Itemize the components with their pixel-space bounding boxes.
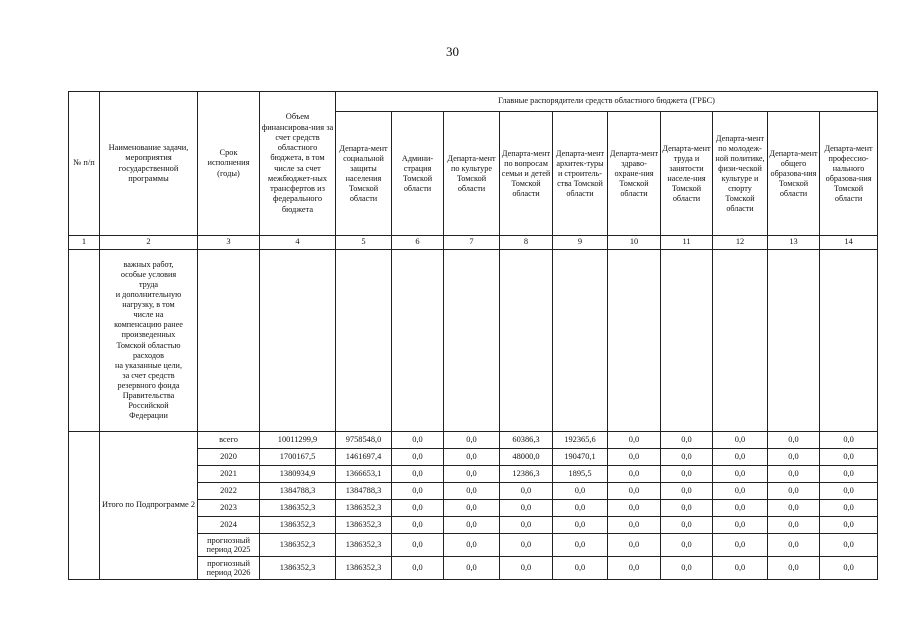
empty-cell	[444, 250, 500, 432]
column-number: 6	[392, 236, 444, 250]
period-cell: 2022	[198, 483, 260, 500]
value-cell: 0,0	[820, 500, 878, 517]
task-description	[100, 250, 198, 432]
header-dept: Департа-мент по вопросам семьи и детей Томской области	[500, 112, 553, 236]
value-cell: 0,0	[553, 517, 608, 534]
value-cell: 1386352,3	[260, 557, 336, 580]
value-cell: 0,0	[820, 557, 878, 580]
value-cell: 0,0	[713, 432, 768, 449]
period-cell: 2024	[198, 517, 260, 534]
value-cell: 0,0	[661, 483, 713, 500]
value-cell: 0,0	[768, 557, 820, 580]
value-cell: 1386352,3	[336, 557, 392, 580]
value-cell: 1366653,1	[336, 466, 392, 483]
empty-cell	[553, 250, 608, 432]
value-cell: 0,0	[553, 483, 608, 500]
value-cell: 0,0	[661, 517, 713, 534]
value-cell: 0,0	[661, 432, 713, 449]
value-cell: 0,0	[713, 534, 768, 557]
description-line: Федерации	[129, 411, 168, 421]
value-cell: 0,0	[553, 534, 608, 557]
empty-cell	[69, 250, 100, 432]
description-row	[69, 250, 878, 432]
column-number: 9	[553, 236, 608, 250]
value-cell: 1461697,4	[336, 449, 392, 466]
empty-cell	[661, 250, 713, 432]
value-cell: 0,0	[392, 534, 444, 557]
value-cell: 0,0	[820, 483, 878, 500]
description-line: нагрузку, в том	[122, 300, 175, 310]
empty-cell	[336, 250, 392, 432]
header-dept: Департа-мент здраво-охране-ния Томской области	[608, 112, 661, 236]
header-volume: Объем финансирова-ния за счет средств областного бюджета, в том числе за счет межбюджет-ных трансфертов из федерального бюджета	[260, 92, 336, 236]
description-line: числе на	[133, 310, 164, 320]
empty-cell	[260, 250, 336, 432]
value-cell: 190470,1	[553, 449, 608, 466]
description-line: и дополнительную	[115, 290, 182, 300]
empty-cell	[392, 250, 444, 432]
empty-cell	[608, 250, 661, 432]
column-number: 11	[661, 236, 713, 250]
value-cell: 1386352,3	[260, 534, 336, 557]
value-cell: 0,0	[500, 517, 553, 534]
value-cell: 0,0	[608, 449, 661, 466]
empty-cell	[198, 250, 260, 432]
empty-cell	[713, 250, 768, 432]
value-cell: 0,0	[392, 432, 444, 449]
value-cell: 1386352,3	[260, 500, 336, 517]
value-cell: 10011299,9	[260, 432, 336, 449]
description-line: за счет средств	[122, 370, 175, 380]
header-grbs: Главные распорядители средств областного бюджета (ГРБС)	[336, 92, 878, 112]
value-cell: 0,0	[444, 517, 500, 534]
empty-cell	[500, 250, 553, 432]
column-number: 5	[336, 236, 392, 250]
value-cell: 0,0	[444, 449, 500, 466]
page-number: 30	[446, 44, 459, 59]
value-cell: 0,0	[444, 557, 500, 580]
value-cell: 0,0	[608, 557, 661, 580]
header-period: Срок исполнения (годы)	[198, 92, 260, 236]
column-numbers-row	[69, 236, 878, 250]
value-cell: 1895,5	[553, 466, 608, 483]
description-line: Правительства	[122, 390, 175, 400]
value-cell: 1700167,5	[260, 449, 336, 466]
value-cell: 1384788,3	[336, 483, 392, 500]
column-number: 2	[100, 236, 198, 250]
value-cell: 0,0	[608, 432, 661, 449]
value-cell: 0,0	[553, 557, 608, 580]
description-line: особые условия	[120, 269, 177, 279]
description-line: Российской	[128, 400, 169, 410]
value-cell: 0,0	[768, 534, 820, 557]
value-cell: 0,0	[392, 500, 444, 517]
value-cell: 0,0	[768, 432, 820, 449]
empty-cell	[820, 250, 878, 432]
value-cell: 0,0	[608, 500, 661, 517]
value-cell: 0,0	[713, 449, 768, 466]
description-line: расходов	[132, 350, 165, 360]
period-cell: 2023	[198, 500, 260, 517]
value-cell: 0,0	[553, 500, 608, 517]
value-cell: 0,0	[713, 557, 768, 580]
value-cell: 0,0	[820, 517, 878, 534]
value-cell: 0,0	[768, 500, 820, 517]
budget-table	[68, 91, 878, 580]
header-num: № п/п	[69, 92, 100, 236]
value-cell: 0,0	[392, 466, 444, 483]
value-cell: 12386,3	[500, 466, 553, 483]
data-rows	[69, 432, 878, 580]
column-number: 3	[198, 236, 260, 250]
column-number: 1	[69, 236, 100, 250]
description-line: произведенных	[121, 330, 176, 340]
value-cell: 0,0	[392, 449, 444, 466]
description-line: компенсацию ранее	[114, 320, 183, 330]
period-cell: всего	[198, 432, 260, 449]
value-cell: 0,0	[820, 449, 878, 466]
value-cell: 1380934,9	[260, 466, 336, 483]
period-cell: прогнозный период 2026	[198, 557, 260, 580]
description-line: на указанные цели,	[115, 360, 182, 370]
column-number: 10	[608, 236, 661, 250]
value-cell: 1386352,3	[336, 534, 392, 557]
value-cell: 192365,6	[553, 432, 608, 449]
value-cell: 1386352,3	[336, 500, 392, 517]
value-cell: 1384788,3	[260, 483, 336, 500]
value-cell: 0,0	[661, 466, 713, 483]
value-cell: 0,0	[392, 557, 444, 580]
value-cell: 0,0	[500, 557, 553, 580]
value-cell: 0,0	[444, 483, 500, 500]
value-cell: 0,0	[661, 449, 713, 466]
header-dept: Админи-страция Томской области	[392, 112, 444, 236]
header-row-top	[69, 92, 878, 112]
value-cell: 0,0	[500, 534, 553, 557]
value-cell: 0,0	[444, 466, 500, 483]
column-number: 12	[713, 236, 768, 250]
description-line: резервного фонда	[117, 380, 180, 390]
value-cell: 0,0	[661, 500, 713, 517]
value-cell: 0,0	[768, 483, 820, 500]
value-cell: 0,0	[500, 483, 553, 500]
description-line: Томской областью	[116, 340, 181, 350]
value-cell: 0,0	[768, 517, 820, 534]
header-dept: Департа-мент социальной защиты населения Томской области	[336, 112, 392, 236]
header-dept: Департа-мент по культуре Томской области	[444, 112, 500, 236]
value-cell: 0,0	[392, 517, 444, 534]
value-cell: 0,0	[661, 557, 713, 580]
header-dept: Департа-мент по молодеж-ной политике, физи-ческой культуре и спорту Томской области	[713, 112, 768, 236]
value-cell: 1386352,3	[336, 517, 392, 534]
value-cell: 60386,3	[500, 432, 553, 449]
value-cell: 0,0	[713, 466, 768, 483]
period-cell: 2020	[198, 449, 260, 466]
empty-cell	[69, 432, 100, 580]
header-name: Наименование задачи, мероприятия государственной программы	[100, 92, 198, 236]
value-cell: 0,0	[608, 517, 661, 534]
value-cell: 0,0	[820, 432, 878, 449]
column-number: 8	[500, 236, 553, 250]
table-row	[69, 432, 878, 449]
value-cell: 9758548,0	[336, 432, 392, 449]
value-cell: 0,0	[768, 466, 820, 483]
column-number: 7	[444, 236, 500, 250]
column-number: 4	[260, 236, 336, 250]
column-number: 13	[768, 236, 820, 250]
value-cell: 0,0	[713, 500, 768, 517]
header-dept: Департа-мент архитек-туры и строитель-ства Томской области	[553, 112, 608, 236]
value-cell: 0,0	[608, 466, 661, 483]
description-line: труда	[138, 280, 159, 290]
value-cell: 0,0	[713, 517, 768, 534]
total-label: Итого по Подпрограмме 2	[100, 432, 198, 580]
value-cell: 0,0	[820, 466, 878, 483]
value-cell: 0,0	[661, 534, 713, 557]
header-dept: Департа-мент труда и занятости населе-ния Томской области	[661, 112, 713, 236]
column-number: 14	[820, 236, 878, 250]
header-dept: Департа-мент общего образова-ния Томской области	[768, 112, 820, 236]
value-cell: 0,0	[608, 534, 661, 557]
value-cell: 0,0	[608, 483, 661, 500]
value-cell: 48000,0	[500, 449, 553, 466]
value-cell: 0,0	[820, 534, 878, 557]
period-cell: прогнозный период 2025	[198, 534, 260, 557]
value-cell: 0,0	[392, 483, 444, 500]
empty-cell	[768, 250, 820, 432]
header-dept: Департа-мент профессио-нального образова-ния Томской области	[820, 112, 878, 236]
description-line: важных работ,	[123, 259, 174, 269]
value-cell: 0,0	[713, 483, 768, 500]
value-cell: 0,0	[768, 449, 820, 466]
period-cell: 2021	[198, 466, 260, 483]
value-cell: 0,0	[444, 500, 500, 517]
value-cell: 0,0	[444, 534, 500, 557]
value-cell: 0,0	[444, 432, 500, 449]
value-cell: 1386352,3	[260, 517, 336, 534]
value-cell: 0,0	[500, 500, 553, 517]
